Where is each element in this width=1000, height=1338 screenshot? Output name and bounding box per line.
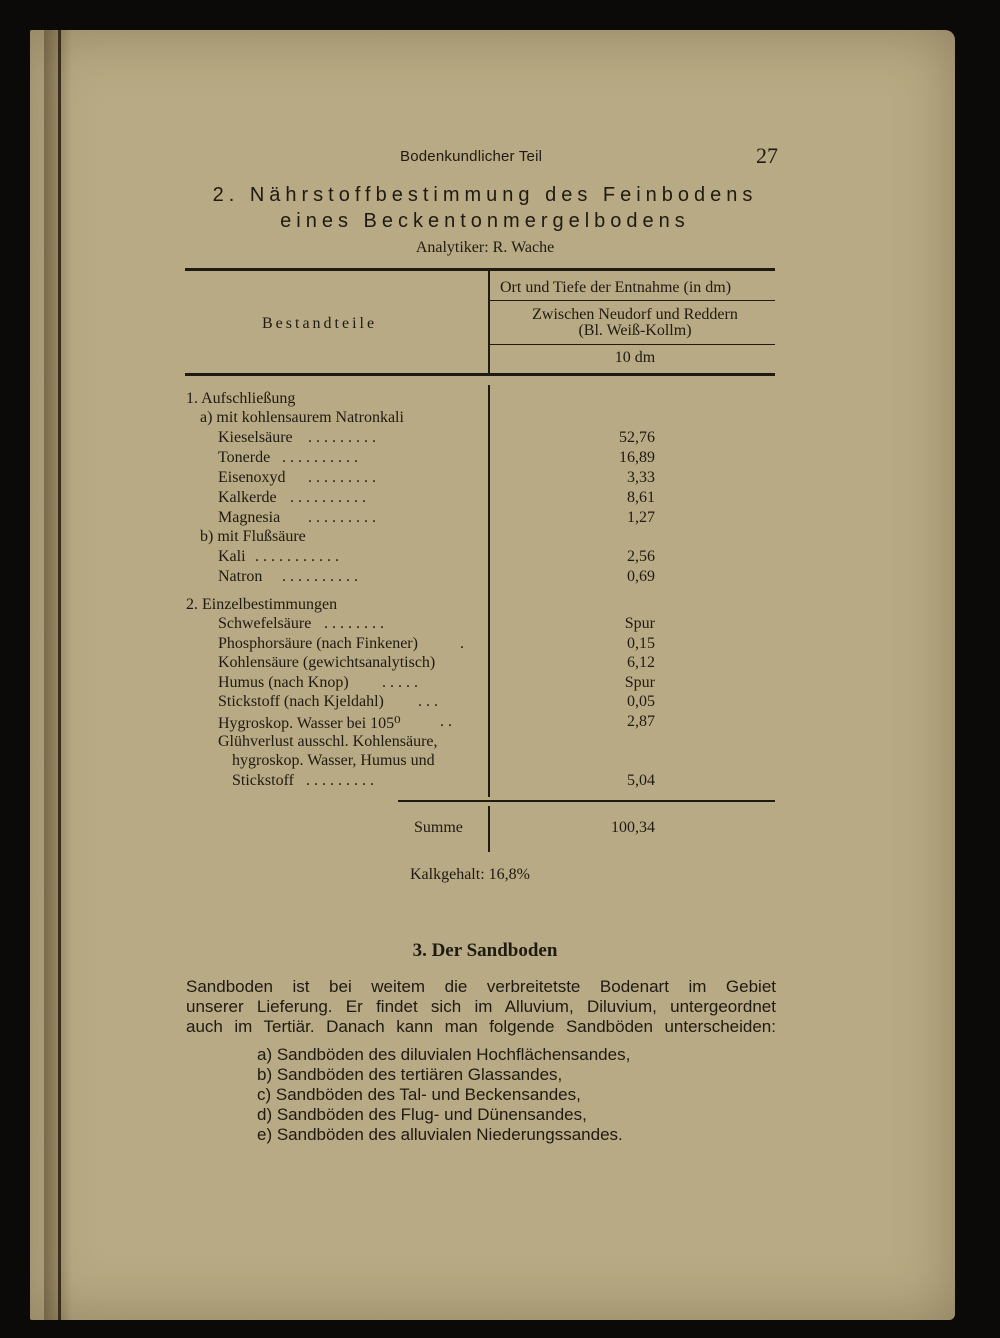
row-value: 0,69 xyxy=(627,568,655,585)
sum-label: Summe xyxy=(414,819,463,836)
table-title-line-1: 2. Nährstoffbestimmung des Feinbodens xyxy=(212,184,758,206)
header-site-line-2: (Bl. Weiß-Kollm) xyxy=(578,322,692,339)
row-leader: . . . . . . . . . . xyxy=(290,489,366,506)
row-label: Kali xyxy=(218,548,246,565)
row-leader: . xyxy=(460,635,464,652)
lime-content: Kalkgehalt: 16,8% xyxy=(410,866,530,883)
group-2-title: 2. Einzelbestimmungen xyxy=(186,596,338,613)
paragraph-line-3: auch im Tertiär. Danach kann man folgende Sandböden unterscheiden: xyxy=(186,1017,776,1036)
paragraph-line-2: unserer Lieferung. Er findet sich im Alluvium, Diluvium, untergeordnet xyxy=(186,997,776,1016)
row-leader: . . . . . xyxy=(382,674,418,691)
row-leader: . . . . . . . . . xyxy=(308,469,376,486)
row-leader: . . . . . . . . xyxy=(324,615,384,632)
row-value: 6,12 xyxy=(627,654,655,671)
list-item: b) Sandböden des tertiären Glassandes, xyxy=(257,1065,563,1084)
row-value: 1,27 xyxy=(627,509,655,526)
row-label: Natron xyxy=(218,568,263,585)
row-value: 2,56 xyxy=(627,548,655,565)
row-label: Stickstoff (nach Kjeldahl) xyxy=(218,693,384,710)
row-value: 8,61 xyxy=(627,489,655,506)
sum-column-divider xyxy=(488,806,490,852)
header-location-rule xyxy=(490,300,775,301)
row-leader: . . . . . . . . . . xyxy=(282,449,358,466)
row-value: 0,15 xyxy=(627,635,655,652)
analyst-line: Analytiker: R. Wache xyxy=(415,239,555,256)
row-value: 0,05 xyxy=(627,693,655,710)
header-depth: 10 dm xyxy=(614,349,656,366)
book-spine-edge xyxy=(58,30,61,1320)
row-label: Kalkerde xyxy=(218,489,277,506)
row-label: Kieselsäure xyxy=(218,429,293,446)
header-site-line-1: Zwischen Neudorf und Reddern xyxy=(532,306,738,323)
group-1b-title: b) mit Flußsäure xyxy=(200,528,306,545)
list-item: d) Sandböden des Flug- und Dünensandes, xyxy=(257,1105,587,1124)
gluehverlust-line-1: Glühverlust ausschl. Kohlensäure, xyxy=(218,733,438,750)
row-label: Eisenoxyd xyxy=(218,469,286,486)
row-value: 52,76 xyxy=(619,429,655,446)
row-label: Magnesia xyxy=(218,509,281,526)
row-leader: . . . . . . . . . xyxy=(308,509,376,526)
list-item: c) Sandböden des Tal- und Beckensandes, xyxy=(257,1085,581,1104)
row-leader: . . . . . . . . . . . xyxy=(255,548,339,565)
row-label: Phosphorsäure (nach Finkener) xyxy=(218,635,418,652)
row-label: Schwefelsäure xyxy=(218,615,312,632)
section-heading: 3. Der Sandboden xyxy=(412,940,558,961)
table-header-bottom-rule xyxy=(185,373,775,376)
row-value: 3,33 xyxy=(627,469,655,486)
row-label: Tonerde xyxy=(218,449,271,466)
header-site-rule xyxy=(490,344,775,345)
row-value: 2,87 xyxy=(627,713,655,730)
row-value: Spur xyxy=(624,615,655,632)
row-label: Kohlensäure (gewichtsanalytisch) xyxy=(218,654,436,671)
page-number: 27 xyxy=(756,143,778,168)
group-1a-title: a) mit kohlensaurem Natronkali xyxy=(200,409,404,426)
row-leader: . . xyxy=(440,713,452,730)
sum-value: 100,34 xyxy=(611,819,655,836)
row-value: Spur xyxy=(624,674,655,691)
paragraph-line-1: Sandboden ist bei weitem die verbreitetste Bodenart im Gebiet xyxy=(186,977,776,996)
sum-rule xyxy=(398,800,775,802)
row-leader: . . . xyxy=(418,693,438,710)
header-location: Ort und Tiefe der Entnahme (in dm) xyxy=(500,279,732,296)
row-value: 16,89 xyxy=(619,449,655,466)
row-leader: . . . . . . . . . xyxy=(306,772,374,789)
list-item: e) Sandböden des alluvialen Niederungssandes. xyxy=(257,1125,623,1144)
gluehverlust-line-3: Stickstoff xyxy=(232,772,294,789)
row-label: Humus (nach Knop) xyxy=(218,674,349,691)
gluehverlust-line-2: hygroskop. Wasser, Humus und xyxy=(232,752,435,769)
row-label: Hygroskop. Wasser bei 105⁰ xyxy=(218,715,401,732)
row-leader: . . . . . . . . . xyxy=(308,429,376,446)
header-components: Bestandteile xyxy=(262,315,378,332)
group-1-title: 1. Aufschließung xyxy=(186,390,296,407)
row-leader: . . . . . . . . . . xyxy=(282,568,358,585)
running-head: Bodenkundlicher Teil xyxy=(400,148,543,165)
body-column-divider xyxy=(488,385,490,797)
table-title-line-2: eines Beckentonmergelbodens xyxy=(280,210,690,232)
table-top-rule xyxy=(185,268,775,271)
list-item: a) Sandböden des diluvialen Hochflächensandes, xyxy=(257,1045,631,1064)
row-value: 5,04 xyxy=(627,772,655,789)
